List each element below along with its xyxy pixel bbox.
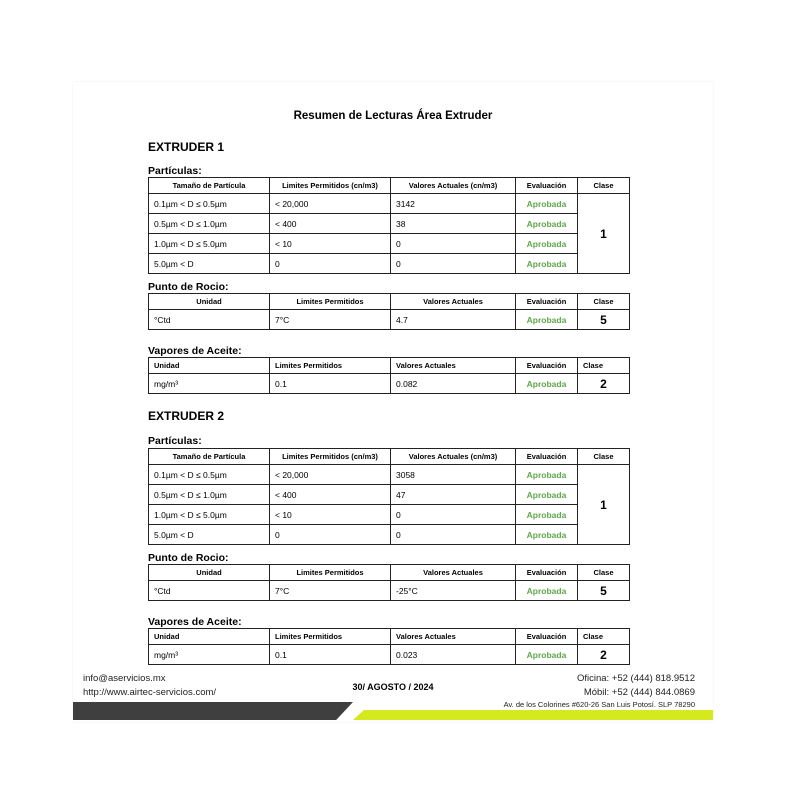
footer-office-phone: Oficina: +52 (444) 818.9512 (576, 673, 695, 684)
table-cell: 0 (270, 525, 391, 545)
status-cell: Aprobada (516, 214, 578, 234)
table-cell: 0.1 (270, 374, 391, 394)
header-cell: Evaluación (516, 629, 578, 645)
extruder-1-particulas-title: Partículas: (148, 165, 202, 177)
header-cell: Valores Actuales (391, 629, 516, 645)
table-cell: mg/m³ (149, 374, 270, 394)
status-cell: Aprobada (516, 465, 578, 485)
extruder-2-aceite-title: Vapores de Aceite: (148, 616, 242, 628)
class-cell: 2 (578, 645, 630, 665)
table-row (149, 485, 630, 505)
table-cell: 0 (391, 234, 516, 254)
table-cell: 0 (391, 525, 516, 545)
header-cell: Clase (578, 565, 630, 581)
table-row (149, 254, 630, 274)
header-cell: Valores Actuales (391, 565, 516, 581)
table-cell: < 400 (270, 485, 391, 505)
header-cell: Evaluación (516, 178, 578, 194)
header-cell: Valores Actuales (391, 358, 516, 374)
table-cell: °Ctd (149, 310, 270, 330)
table-cell: 0.1µm < D ≤ 0.5µm (149, 194, 270, 214)
extruder-2-rocio-title: Punto de Rocio: (148, 552, 229, 564)
table-cell: °Ctd (149, 581, 270, 601)
extruder-2-aceite-table (148, 628, 630, 665)
table-cell: 0.1 (270, 645, 391, 665)
header-cell: Clase (578, 294, 630, 310)
table-row (149, 465, 630, 485)
class-cell: 1 (578, 194, 630, 274)
status-cell: Aprobada (516, 310, 578, 330)
table-cell: 1.0µm < D ≤ 5.0µm (149, 505, 270, 525)
header-cell: Evaluación (516, 449, 578, 465)
header-cell: Limites Permitidos (270, 565, 391, 581)
status-cell: Aprobada (516, 374, 578, 394)
table-header-row (149, 449, 630, 465)
status-cell: Aprobada (516, 485, 578, 505)
table-header-row (149, 178, 630, 194)
document-page (73, 82, 713, 722)
footer-dark-stripe (73, 702, 353, 720)
table-cell: 0.5µm < D ≤ 1.0µm (149, 214, 270, 234)
table-header-row (149, 358, 630, 374)
footer-mobile-phone: Móbil: +52 (444) 844.0869 (583, 687, 695, 698)
status-cell: Aprobada (516, 645, 578, 665)
extruder-1-title: EXTRUDER 1 (148, 140, 225, 154)
table-cell: < 400 (270, 214, 391, 234)
table-cell: 4.7 (391, 310, 516, 330)
table-cell: < 10 (270, 505, 391, 525)
table-row (149, 234, 630, 254)
extruder-1-aceite-table (148, 357, 630, 394)
header-cell: Tamaño de Partícula (149, 178, 270, 194)
header-cell: Limites Permitidos (270, 358, 391, 374)
class-cell: 5 (578, 581, 630, 601)
header-cell: Tamaño de Partícula (149, 449, 270, 465)
header-cell: Unidad (149, 565, 270, 581)
header-cell: Limites Permitidos (cn/m3) (270, 449, 391, 465)
table-row (149, 525, 630, 545)
table-cell: -25°C (391, 581, 516, 601)
status-cell: Aprobada (516, 234, 578, 254)
extruder-1-rocio-table (148, 293, 630, 330)
class-cell: 2 (578, 374, 630, 394)
class-cell: 1 (578, 465, 630, 545)
table-cell: 3058 (391, 465, 516, 485)
status-cell: Aprobada (516, 194, 578, 214)
status-cell: Aprobada (516, 525, 578, 545)
footer-green-stripe (353, 710, 713, 720)
header-cell: Unidad (149, 294, 270, 310)
extruder-1-aceite-title: Vapores de Aceite: (148, 345, 242, 357)
table-cell: 0.1µm < D ≤ 0.5µm (149, 465, 270, 485)
footer-address: Av. de los Colorines #620-26 San Luis Potosí. SLP 78290 (503, 700, 695, 709)
status-cell: Aprobada (516, 505, 578, 525)
extruder-1-rocio-title: Punto de Rocio: (148, 281, 229, 293)
extruder-2-rocio-table (148, 564, 630, 601)
footer-date: 30/ AGOSTO / 2024 (352, 682, 434, 692)
status-cell: Aprobada (516, 581, 578, 601)
class-cell: 5 (578, 310, 630, 330)
table-row (149, 310, 630, 330)
table-header-row (149, 294, 630, 310)
table-row (149, 581, 630, 601)
header-cell: Limites Permitidos (cn/m3) (270, 178, 391, 194)
header-cell: Evaluación (516, 294, 578, 310)
table-cell: 7°C (270, 581, 391, 601)
table-cell: < 10 (270, 234, 391, 254)
extruder-2-particulas-title: Partículas: (148, 435, 202, 447)
header-cell: Evaluación (516, 565, 578, 581)
header-cell: Unidad (149, 629, 270, 645)
header-cell: Clase (578, 358, 630, 374)
table-header-row (149, 629, 630, 645)
header-cell: Clase (578, 629, 630, 645)
footer-website[interactable]: http://www.airtec-servicios.com/ (83, 687, 217, 698)
table-cell: 0 (391, 505, 516, 525)
status-cell: Aprobada (516, 254, 578, 274)
header-cell: Unidad (149, 358, 270, 374)
table-row (149, 505, 630, 525)
table-cell: 3142 (391, 194, 516, 214)
header-cell: Clase (578, 178, 630, 194)
header-cell: Clase (578, 449, 630, 465)
extruder-1-particulas-table (148, 177, 630, 274)
table-cell: 47 (391, 485, 516, 505)
extruder-2-particulas-table (148, 448, 630, 545)
footer-email[interactable]: info@aservicios.mx (83, 673, 166, 684)
table-cell: 5.0µm < D (149, 525, 270, 545)
table-cell: 5.0µm < D (149, 254, 270, 274)
header-cell: Valores Actuales (cn/m3) (391, 449, 516, 465)
header-cell: Limites Permitidos (270, 294, 391, 310)
table-cell: 0.023 (391, 645, 516, 665)
table-cell: 0 (391, 254, 516, 274)
table-row (149, 194, 630, 214)
table-header-row (149, 565, 630, 581)
table-cell: mg/m³ (149, 645, 270, 665)
table-cell: 0.082 (391, 374, 516, 394)
header-cell: Valores Actuales (cn/m3) (391, 178, 516, 194)
footer-contact-right (577, 672, 695, 700)
table-cell: 38 (391, 214, 516, 234)
table-row (149, 645, 630, 665)
table-cell: 7°C (270, 310, 391, 330)
header-cell: Evaluación (516, 358, 578, 374)
table-row (149, 374, 630, 394)
table-cell: 0.5µm < D ≤ 1.0µm (149, 485, 270, 505)
table-cell: 0 (270, 254, 391, 274)
header-cell: Limites Permitidos (270, 629, 391, 645)
table-cell: < 20,000 (270, 465, 391, 485)
table-cell: 1.0µm < D ≤ 5.0µm (149, 234, 270, 254)
table-row (149, 214, 630, 234)
header-cell: Valores Actuales (391, 294, 516, 310)
table-cell: < 20,000 (270, 194, 391, 214)
extruder-2-title: EXTRUDER 2 (148, 409, 225, 423)
document-title: Resumen de Lecturas Área Extruder (293, 110, 493, 122)
